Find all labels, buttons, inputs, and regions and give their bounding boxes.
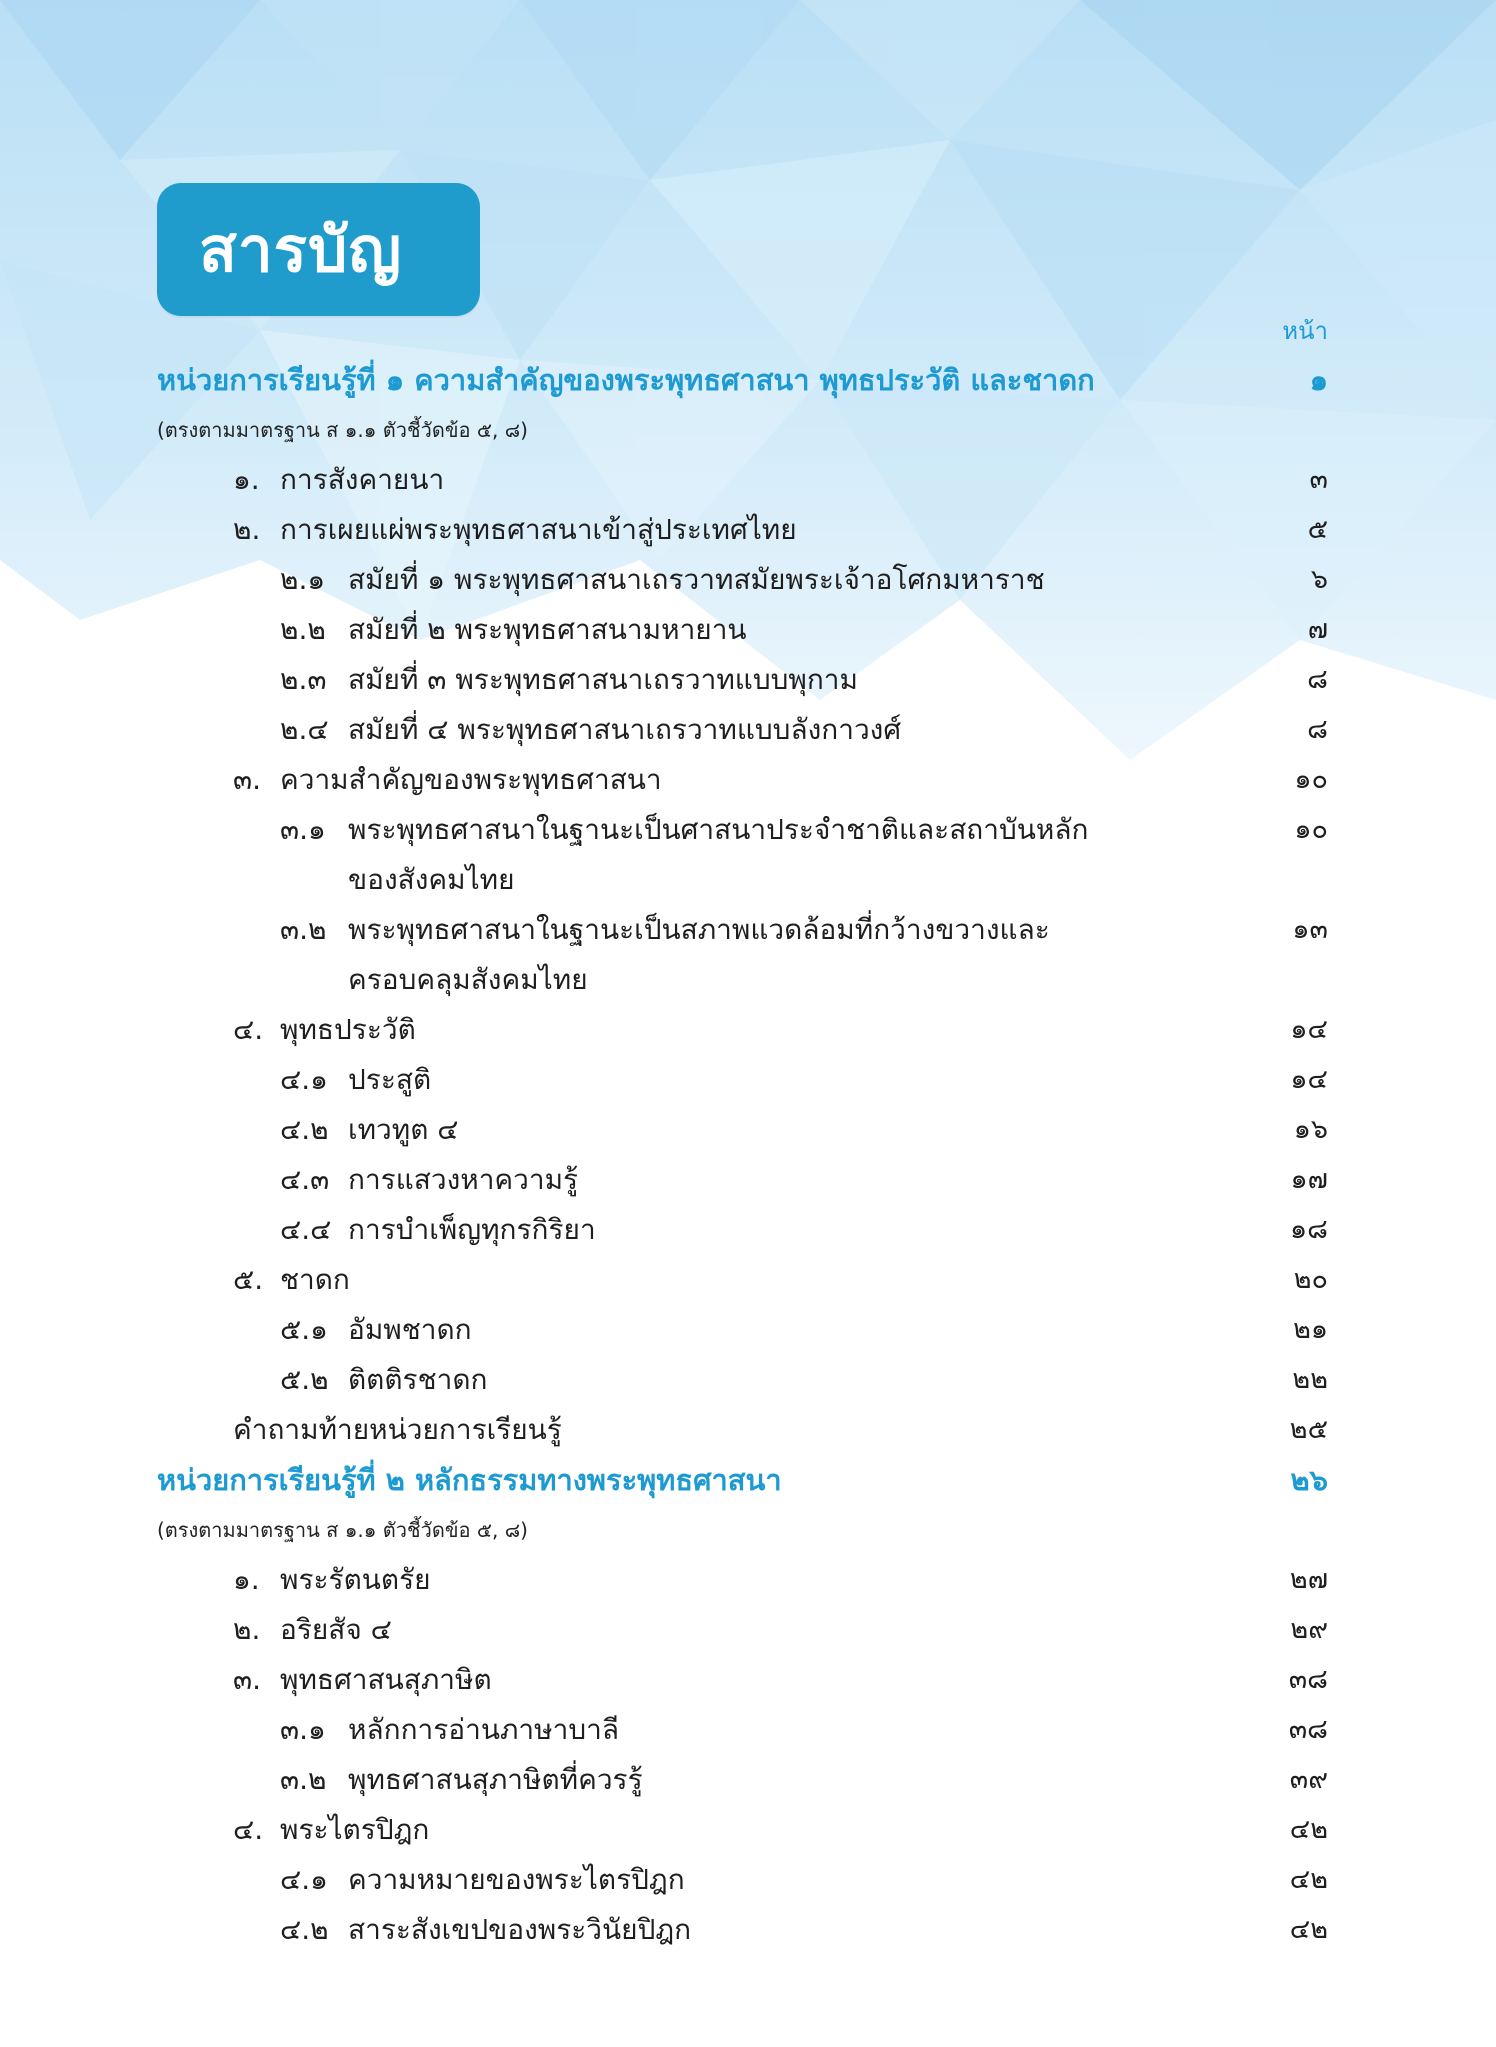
toc-page-number: ๑๔ (1290, 1064, 1328, 1095)
toc-entry-title: หลักการอ่านภาษาบาลี (348, 1713, 619, 1746)
toc-entry-number: ๒.๒ (280, 613, 326, 646)
toc-entry-title: พระพุทธศาสนาในฐานะเป็นศาสนาประจำชาติและสถาบันหลัก (348, 813, 1089, 846)
toc-entry-title: การเผยแผ่พระพุทธศาสนาเข้าสู่ประเทศไทย (280, 513, 797, 546)
toc-page-number: ๗ (1307, 614, 1328, 645)
toc-entry[interactable] (0, 1355, 1496, 1405)
toc-entry-title: ครอบคลุมสังคมไทย (348, 963, 588, 996)
toc-entry[interactable] (0, 1005, 1496, 1055)
toc-entry[interactable] (0, 1605, 1496, 1655)
toc-entry[interactable] (0, 455, 1496, 505)
toc-title-box (157, 183, 480, 316)
toc-entry[interactable] (0, 1205, 1496, 1255)
toc-entry[interactable] (0, 1555, 1496, 1605)
toc-page-number: ๔๒ (1289, 1814, 1328, 1845)
toc-entry-number: ๔.๒ (280, 1113, 329, 1146)
toc-entry[interactable] (0, 1055, 1496, 1105)
toc-entry[interactable] (0, 1105, 1496, 1155)
toc-entry-title: พุทธประวัติ (280, 1013, 416, 1046)
toc-entry-number: ๔.๔ (280, 1213, 332, 1246)
toc-entry[interactable] (0, 905, 1496, 955)
toc-entry[interactable] (0, 1155, 1496, 1205)
toc-entry-number: ๒.๔ (280, 713, 329, 746)
toc-entry[interactable] (0, 1905, 1496, 1955)
toc-page-number: ๑๗ (1290, 1164, 1328, 1195)
toc-page-number: ๘ (1307, 714, 1328, 745)
toc-entry-number: ๔.๑ (280, 1863, 328, 1896)
toc-entry-number: ๔. (233, 1813, 264, 1846)
toc-page-number: ๒๖ (1290, 1463, 1328, 1497)
toc-entry-number: ๒.๓ (280, 663, 327, 696)
toc-entry-title: ความสำคัญของพระพุทธศาสนา (280, 763, 662, 796)
toc-entry-number: ๒.๑ (280, 563, 326, 596)
page-column-label: หน้า (1282, 317, 1328, 345)
toc-page-number: ๕ (1307, 514, 1328, 545)
toc-entry-title: ประสูติ (348, 1063, 432, 1096)
toc-entry[interactable] (0, 1805, 1496, 1855)
toc-entry-title: เทวทูต ๔ (348, 1113, 459, 1146)
toc-entry-title: ของสังคมไทย (348, 863, 515, 896)
toc-page-number: ๑๓ (1292, 914, 1328, 945)
toc-page-number: ๓๙ (1289, 1764, 1328, 1795)
toc-entry-title: การแสวงหาความรู้ (348, 1163, 579, 1196)
toc-entry-title: อริยสัจ ๔ (280, 1613, 392, 1646)
toc-entry-number: ๓.๒ (280, 913, 327, 946)
toc-entry-title: (ตรงตามมาตรฐาน ส ๑.๑ ตัวชี้วัดข้อ ๕, ๘) (157, 1518, 528, 1542)
toc-entry-title: พระไตรปิฎก (280, 1813, 430, 1846)
toc-page-number: ๑๐ (1294, 764, 1328, 795)
toc-entry[interactable] (0, 855, 1496, 905)
toc-entry-title: หน่วยการเรียนรู้ที่ ๑ ความสำคัญของพระพุทธศาสนา พุทธประวัติ และชาดก (157, 363, 1095, 397)
toc-entry-title: สมัยที่ ๒ พระพุทธศาสนามหายาน (348, 613, 747, 646)
toc-entry-number: ๕. (233, 1263, 264, 1296)
toc-entry-title: ความหมายของพระไตรปิฎก (348, 1863, 685, 1896)
toc-entry[interactable] (0, 1305, 1496, 1355)
toc-entry-title: คำถามท้ายหน่วยการเรียนรู้ (233, 1413, 562, 1446)
toc-entry-number: ๑. (233, 1563, 260, 1596)
toc-entry-title: ติตติรชาดก (348, 1363, 488, 1396)
toc-page-number: ๒๙ (1290, 1614, 1328, 1645)
toc-page-number: ๒๕ (1289, 1414, 1328, 1445)
toc-entry-number: ๓. (233, 763, 262, 796)
toc-page-number: ๓๘ (1288, 1664, 1328, 1695)
toc-entry[interactable] (0, 405, 1496, 455)
toc-entry-title: พุทธศาสนสุภาษิตที่ควรรู้ (348, 1763, 643, 1796)
toc-entry-number: ๔.๒ (280, 1913, 329, 1946)
toc-entry[interactable] (0, 1755, 1496, 1805)
toc-entry-title: หน่วยการเรียนรู้ที่ ๒ หลักธรรมทางพระพุทธศาสนา (157, 1463, 782, 1497)
toc-entry-title: พุทธศาสนสุภาษิต (280, 1663, 492, 1696)
toc-entry[interactable] (0, 655, 1496, 705)
toc-entry-number: ๓.๑ (280, 813, 326, 846)
toc-entry-number: ๕.๒ (280, 1363, 329, 1396)
toc-entry[interactable] (0, 555, 1496, 605)
toc-page-number: ๖ (1310, 564, 1328, 595)
toc-entry[interactable] (0, 755, 1496, 805)
toc-page-number: ๒๑ (1293, 1314, 1328, 1345)
toc-page-number: ๑๖ (1293, 1114, 1328, 1145)
toc-entry[interactable] (0, 1855, 1496, 1905)
toc-page-number: ๑๘ (1290, 1214, 1328, 1245)
toc-entry-title: อัมพชาดก (348, 1313, 472, 1346)
toc-page-number: ๔๒ (1289, 1864, 1328, 1895)
toc-page-number: ๑๔ (1290, 1014, 1328, 1045)
toc-entry-title: สาระสังเขปของพระวินัยปิฎก (348, 1913, 692, 1946)
toc-entry[interactable] (0, 1505, 1496, 1555)
toc-entry-number: ๔.๑ (280, 1063, 328, 1096)
toc-entry-number: ๒. (233, 1613, 261, 1646)
toc-entry[interactable] (0, 1655, 1496, 1705)
toc-page-number: ๑ (1309, 363, 1328, 397)
toc-entry-number: ๔.๓ (280, 1163, 330, 1196)
toc-entry-title: สมัยที่ ๑ พระพุทธศาสนาเถรวาทสมัยพระเจ้าอโศกมหาราช (348, 563, 1045, 596)
toc-page-number: ๒๒ (1292, 1364, 1328, 1395)
toc-page-number: ๓ (1309, 464, 1328, 495)
page-column-header (0, 306, 1496, 356)
toc-unit-heading[interactable] (0, 1455, 1496, 1505)
toc-page-number: ๒๗ (1289, 1564, 1328, 1595)
toc-entry-number: ๒. (233, 513, 261, 546)
toc-entry-number: ๓.๑ (280, 1713, 326, 1746)
toc-page-number: ๓๘ (1288, 1714, 1328, 1745)
toc-entry-number: ๕.๑ (280, 1313, 328, 1346)
toc-page-number: ๒๐ (1293, 1264, 1328, 1295)
toc-entry-number: ๑. (233, 463, 260, 496)
toc-entry-title: สมัยที่ ๔ พระพุทธศาสนาเถรวาทแบบลังกาวงศ์ (348, 713, 902, 746)
toc-page-number: ๘ (1307, 664, 1328, 695)
toc-entry[interactable] (0, 805, 1496, 855)
page-title: สารบัญ (199, 213, 403, 286)
toc-entry[interactable] (0, 955, 1496, 1005)
toc-entry-number: ๓.๒ (280, 1763, 327, 1796)
toc-entry-title: การสังคายนา (280, 463, 445, 496)
toc-entry[interactable] (0, 505, 1496, 555)
toc-entry-title: ชาดก (280, 1263, 350, 1296)
toc-entry-title: สมัยที่ ๓ พระพุทธศาสนาเถรวาทแบบพุกาม (348, 663, 858, 696)
toc-entry[interactable] (0, 1255, 1496, 1305)
toc-entry[interactable] (0, 1705, 1496, 1755)
toc-entry-number: ๔. (233, 1013, 264, 1046)
toc-entry-number: ๓. (233, 1663, 262, 1696)
toc-entry-title: การบำเพ็ญทุกรกิริยา (348, 1213, 596, 1246)
toc-entry[interactable] (0, 605, 1496, 655)
toc-entry[interactable] (0, 705, 1496, 755)
toc-unit-heading[interactable] (0, 355, 1496, 405)
toc-entry-title: (ตรงตามมาตรฐาน ส ๑.๑ ตัวชี้วัดข้อ ๕, ๘) (157, 418, 528, 442)
toc-page-number: ๑๐ (1294, 814, 1328, 845)
toc-page-number: ๔๒ (1289, 1914, 1328, 1945)
toc-entry-title: พระพุทธศาสนาในฐานะเป็นสภาพแวดล้อมที่กว้างขวางและ (348, 913, 1050, 946)
toc-entry[interactable] (0, 1405, 1496, 1455)
toc-entry-title: พระรัตนตรัย (280, 1563, 431, 1596)
